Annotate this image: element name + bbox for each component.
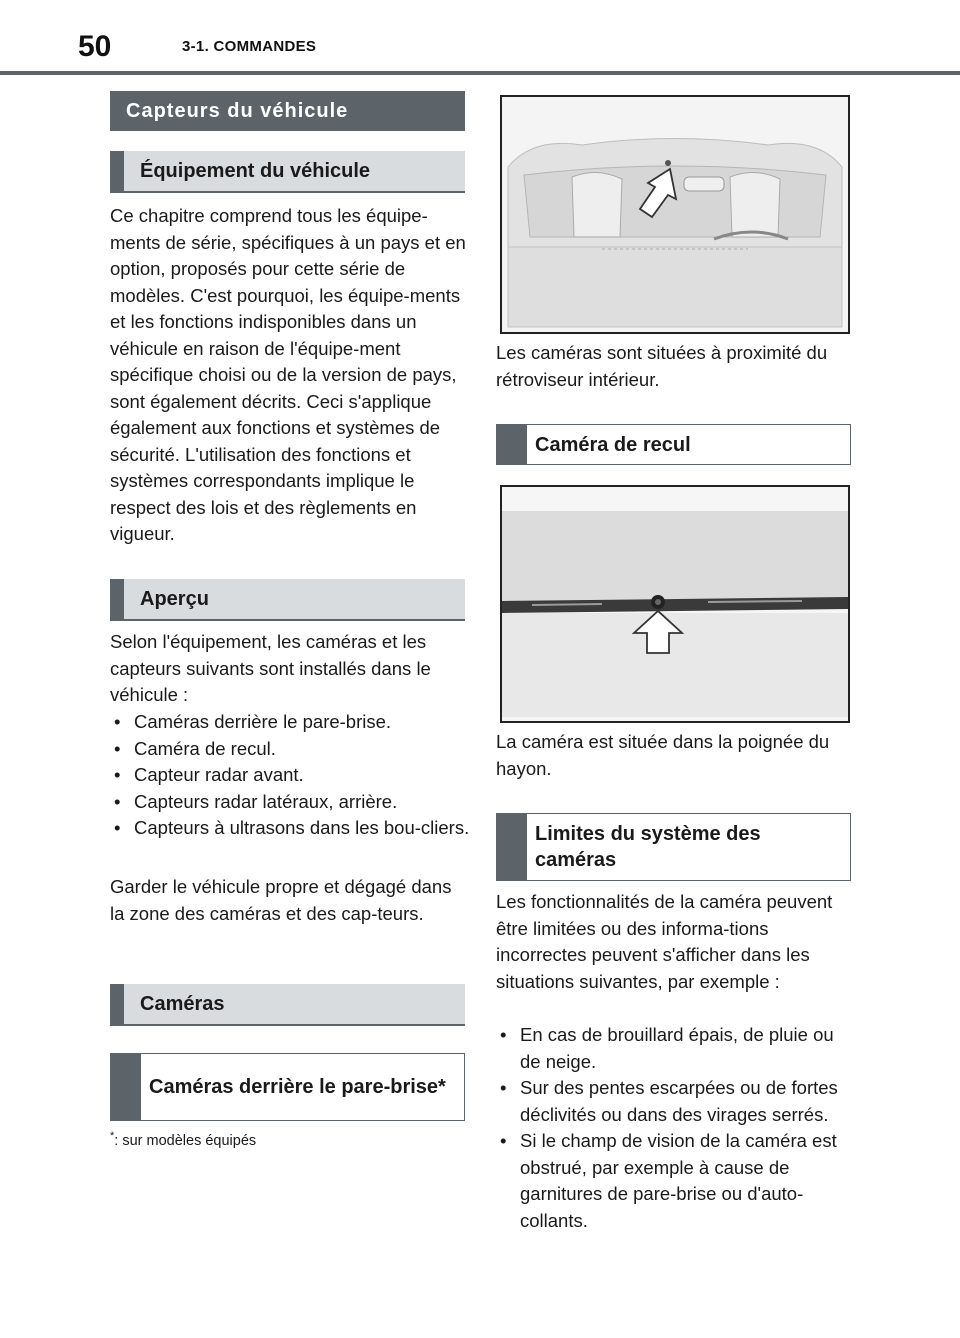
chapter-title: 3-1. COMMANDES	[182, 38, 317, 55]
list-item: • Capteur radar avant.	[110, 762, 470, 789]
list-item: • Capteurs à ultrasons dans les bou-cliers.	[110, 815, 470, 842]
list-item: • Caméras derrière le pare-brise.	[110, 709, 470, 736]
footnote	[110, 1130, 256, 1149]
list-item: • Si le champ de vision de la caméra est obstrué, par exemple à cause de garnitures de pare-brise ou d'auto-collants.	[496, 1128, 846, 1234]
subheading-rear-label: Caméra de recul	[535, 433, 691, 456]
heading-accent-bar	[497, 425, 527, 464]
section-heading-capteurs: Capteurs du véhicule	[110, 91, 465, 131]
figure-rear-camera	[500, 485, 850, 723]
subheading-camera-limits	[496, 813, 851, 881]
figure1-caption: Les caméras sont situées à proximité du rétroviseur intérieur.	[496, 342, 828, 390]
list-item: • Caméra de recul.	[110, 736, 470, 763]
subheading-limits-label: Limites du système des caméras	[535, 823, 761, 871]
limits-intro: Les fonctionnalités de la caméra peuvent être limitées ou des informa-tions incorrectes peuvent s'afficher dans les situations suivantes, par exemple :	[496, 891, 833, 992]
subheading-equipement	[110, 151, 465, 193]
subheading-windshield-cameras	[110, 1053, 465, 1121]
tailgate-handle-camera-arrow-icon	[502, 487, 848, 721]
page-number: 50	[78, 30, 112, 63]
heading-accent-bar	[111, 1054, 141, 1120]
subheading-apercu-label: Aperçu	[140, 587, 209, 610]
figure-interior-cameras	[500, 95, 850, 334]
heading-accent-bar	[497, 814, 527, 880]
sensor-list	[110, 709, 470, 842]
heading-accent-bar	[110, 579, 124, 619]
subheading-cameras-label: Caméras	[140, 992, 225, 1015]
figure2-caption: La caméra est située dans la poignée du hayon.	[496, 731, 830, 779]
subheading-rear-camera	[496, 424, 851, 465]
subheading-apercu	[110, 579, 465, 621]
equipment-paragraph: Ce chapitre comprend tous les équipe-ments de série, spécifiques à un pays et en option, proposés pour cette série de modèles. C'est pourquoi, les équipe-ments et les fonctions indisponibles dans un véhicule en raison de l'équipe-ment spécifique choisi ou de la version de pays, sont également décrits. Ceci s'applique également aux fonctions et systèmes de sécurité. L'utilisation des fonctions et systèmes correspondants implique le respect des lois et des règlements en vigueur.	[110, 205, 466, 544]
subheading-windshield-label: Caméras derrière le pare-brise*	[149, 1076, 446, 1098]
overview-outro: Garder le véhicule propre et dégagé dans la zone des caméras et des cap-teurs.	[110, 876, 452, 924]
header-divider	[0, 71, 960, 75]
footnote-text: : sur modèles équipés	[114, 1132, 257, 1149]
overview-intro: Selon l'équipement, les caméras et les capteurs suivants sont installés dans le véhicule :	[110, 631, 431, 705]
heading-accent-bar	[110, 984, 124, 1024]
page-header	[0, 0, 960, 76]
list-item: • Capteurs radar latéraux, arrière.	[110, 789, 470, 816]
list-item: • En cas de brouillard épais, de pluie ou de neige.	[496, 1022, 846, 1075]
footnote-mark: *	[110, 1130, 115, 1142]
list-item: • Sur des pentes escarpées ou de fortes déclivités ou dans des virages serrés.	[496, 1075, 846, 1128]
limits-list	[496, 1022, 846, 1234]
subheading-cameras	[110, 984, 465, 1026]
heading-accent-bar	[110, 151, 124, 191]
interior-mirror-camera-arrow-icon	[502, 97, 848, 332]
subheading-equipement-label: Équipement du véhicule	[140, 159, 371, 182]
